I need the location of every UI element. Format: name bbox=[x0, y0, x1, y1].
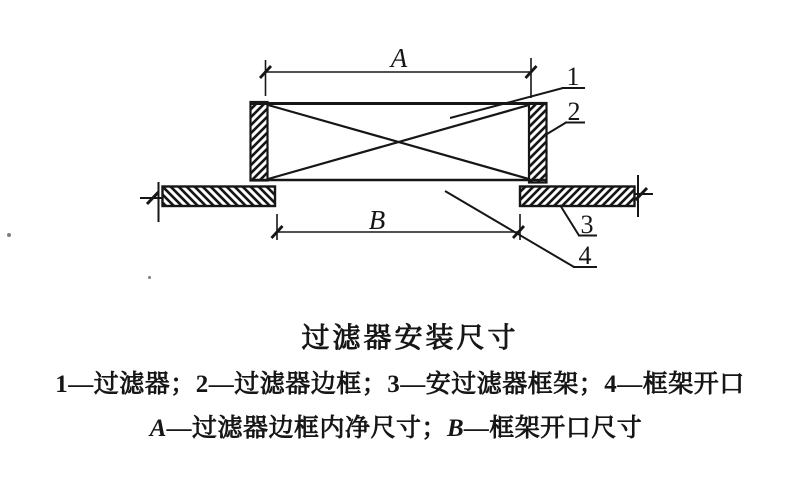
dim-b-label: B bbox=[368, 205, 386, 235]
mounting-frame-left bbox=[140, 182, 275, 222]
legend-a-symbol: A bbox=[149, 415, 167, 442]
legend-line-2 bbox=[0, 414, 796, 444]
frame-left-bar bbox=[163, 187, 276, 207]
callout-4-label: 4 bbox=[578, 241, 592, 270]
filter-edge-frame-right bbox=[529, 103, 547, 183]
filter-edge-frame-left bbox=[251, 102, 268, 181]
legend-b-text: —框架开口尺寸 bbox=[463, 415, 643, 442]
dim-a-label: A bbox=[390, 43, 408, 73]
scan-speck bbox=[7, 233, 11, 237]
filter-box bbox=[250, 102, 547, 183]
legend-b-symbol: B bbox=[447, 415, 464, 442]
legend-line-1: 1—过滤器；2—过滤器边框；3—安过滤器框架；4—框架开口 bbox=[55, 371, 745, 398]
frame-right-bar bbox=[520, 187, 635, 207]
scan-speck bbox=[148, 276, 151, 279]
callout-3-label: 3 bbox=[580, 210, 594, 239]
dimension-b bbox=[272, 214, 525, 240]
legend-a-text: —过滤器边框内净尺寸； bbox=[166, 415, 447, 442]
callout-2-label: 2 bbox=[567, 97, 581, 126]
callout-3-leader bbox=[560, 205, 579, 236]
callout-1-label: 1 bbox=[566, 62, 580, 91]
figure-caption: 过滤器安装尺寸 bbox=[301, 323, 519, 354]
callout-2-leader bbox=[547, 123, 566, 135]
